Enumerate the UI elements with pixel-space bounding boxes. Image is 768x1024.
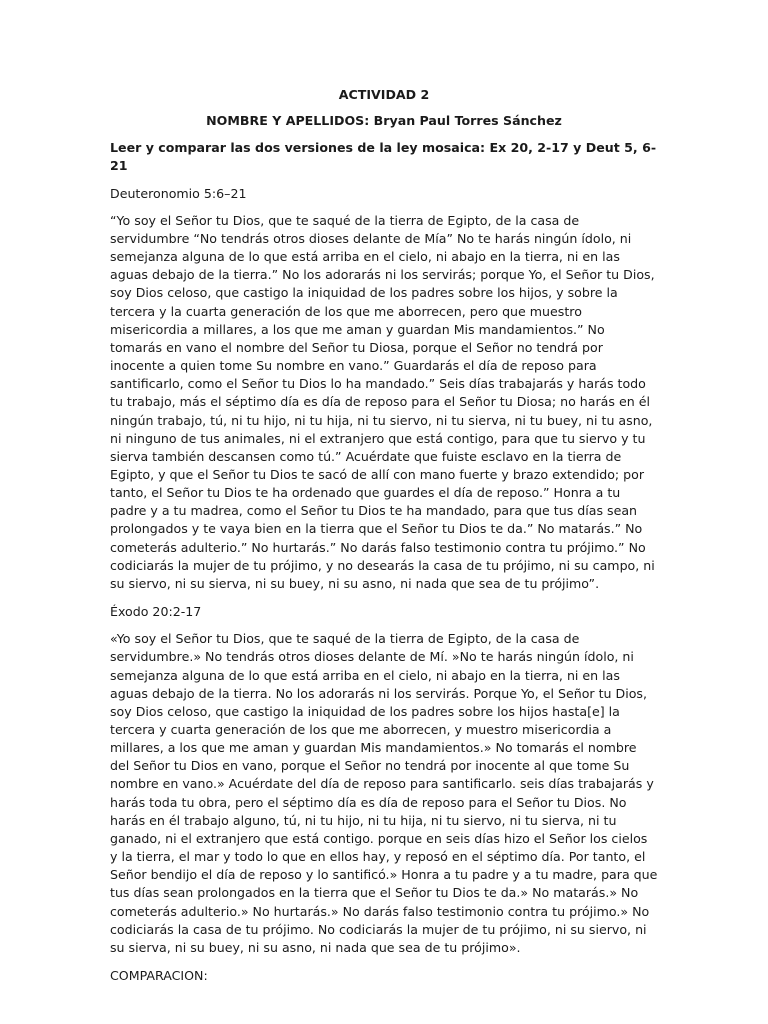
- document-page: [110, 86, 658, 994]
- deuteronomy-text: “Yo soy el Señor tu Dios, que te saqué de la tierra de Egipto, de la casa de servidumbre “No tendrás otros dioses delante de Mía” No te harás ningún ídolo, ni semejanza alguna de lo que está arriba en el cielo, ni abajo en la tierra, ni en las aguas debajo de la tierra.” No los adorarás ni los servirás; porque Yo, el Señor tu Dios, soy Dios celoso, que castigo la iniquidad de los padres sobre los hijos, y sobre la tercera y la cuarta generación de los que me aborrecen, pero que muestro misericordia a millares, a los que me aman y guardan Mis mandamientos.” No tomarás en vano el nombre del Señor tu Diosa, porque el Señor no tendrá por inocente a quien tome Su nombre en vano.” Guardarás el día de reposo para santificarlo, como el Señor tu Dios lo ha mandado.” Seis días trabajarás y harás todo tu trabajo, más el séptimo día es día de reposo para el Señor tu Diosa; no harás en él ningún trabajo, tú, ni tu hijo, ni tu hija, ni tu siervo, ni tu sierva, ni tu buey, ni tu asno, ni ninguno de tus animales, ni el extranjero que está contigo, para que tu siervo y tu sierva también descansen como tú.” Acuérdate que fuiste esclavo en la tierra de Egipto, y que el Señor tu Dios te sacó de allí con mano fuerte y brazo extendido; por tanto, el Señor tu Dios te ha ordenado que guardes el día de reposo.” Honra a tu padre y a tu madrea, como el Señor tu Dios te ha mandado, para que tus días sean prolongados y te vaya bien en la tierra que el Señor tu Dios te da.” No matarás.” No cometerás adulterio.” No hurtarás.” No darás falso testimonio contra tu prójimo.” No codiciarás la mujer de tu prójimo, y no desearás la casa de tu prójimo, ni su campo, ni su siervo, ni su sierva, ni su buey, ni su asno, ni nada que sea de tu prójimo”.: [110, 212, 655, 591]
- deuteronomy-heading: Deuteronomio 5:6–21: [110, 185, 247, 201]
- student-name: NOMBRE Y APELLIDOS: Bryan Paul Torres Sánchez: [206, 113, 562, 129]
- exodus-heading: Éxodo 20:2-17: [110, 604, 202, 620]
- comparison-label: COMPARACION:: [110, 968, 208, 984]
- assignment-instruction: Leer y comparar las dos versiones de la ley mosaica: Ex 20, 2-17 y Deut 5, 6-21: [110, 140, 657, 174]
- document-title: ACTIVIDAD 2: [338, 87, 430, 102]
- exodus-text: «Yo soy el Señor tu Dios, que te saqué de la tierra de Egipto, de la casa de servidumbre.» No tendrás otros dioses delante de Mí. »No te harás ningún ídolo, ni semejanza alguna de lo que está arriba en el cielo, ni abajo en la tierra, ni en las aguas debajo de la tierra. No los adorarás ni los servirás. Porque Yo, el Señor tu Dios, soy Dios celoso, que castigo la iniquidad de los padres sobre los hijos hasta[e] la tercera y cuarta generación de los que me aborrecen, y muestro misericordia a millares, a los que me aman y guardan Mis mandamientos.» No tomarás el nombre del Señor tu Dios en vano, porque el Señor no tendrá por inocente al que tome Su nombre en vano.» Acuérdate del día de reposo para santificarlo. seis días trabajarás y harás toda tu obra, pero el séptimo día es día de reposo para el Señor tu Dios. No harás en él trabajo alguno, tú, ni tu hijo, ni tu hija, ni tu siervo, ni tu sierva, ni tu ganado, ni el extranjero que está contigo. porque en seis días hizo el Señor los cielos y la tierra, el mar y todo lo que en ellos hay, y reposó en el séptimo día. Por tanto, el Señor bendijo el día de reposo y lo santificó.» Honra a tu padre y a tu madre, para que tus días sean prolongados en la tierra que el Señor tu Dios te da.» No matarás.» No cometerás adulterio.» No hurtarás.» No darás falso testimonio contra tu prójimo.» No codiciarás la casa de tu prójimo. No codiciarás la mujer de tu prójimo, ni su siervo, ni su sierva, ni su buey, ni su asno, ni nada que sea de tu prójimo».: [110, 631, 658, 955]
